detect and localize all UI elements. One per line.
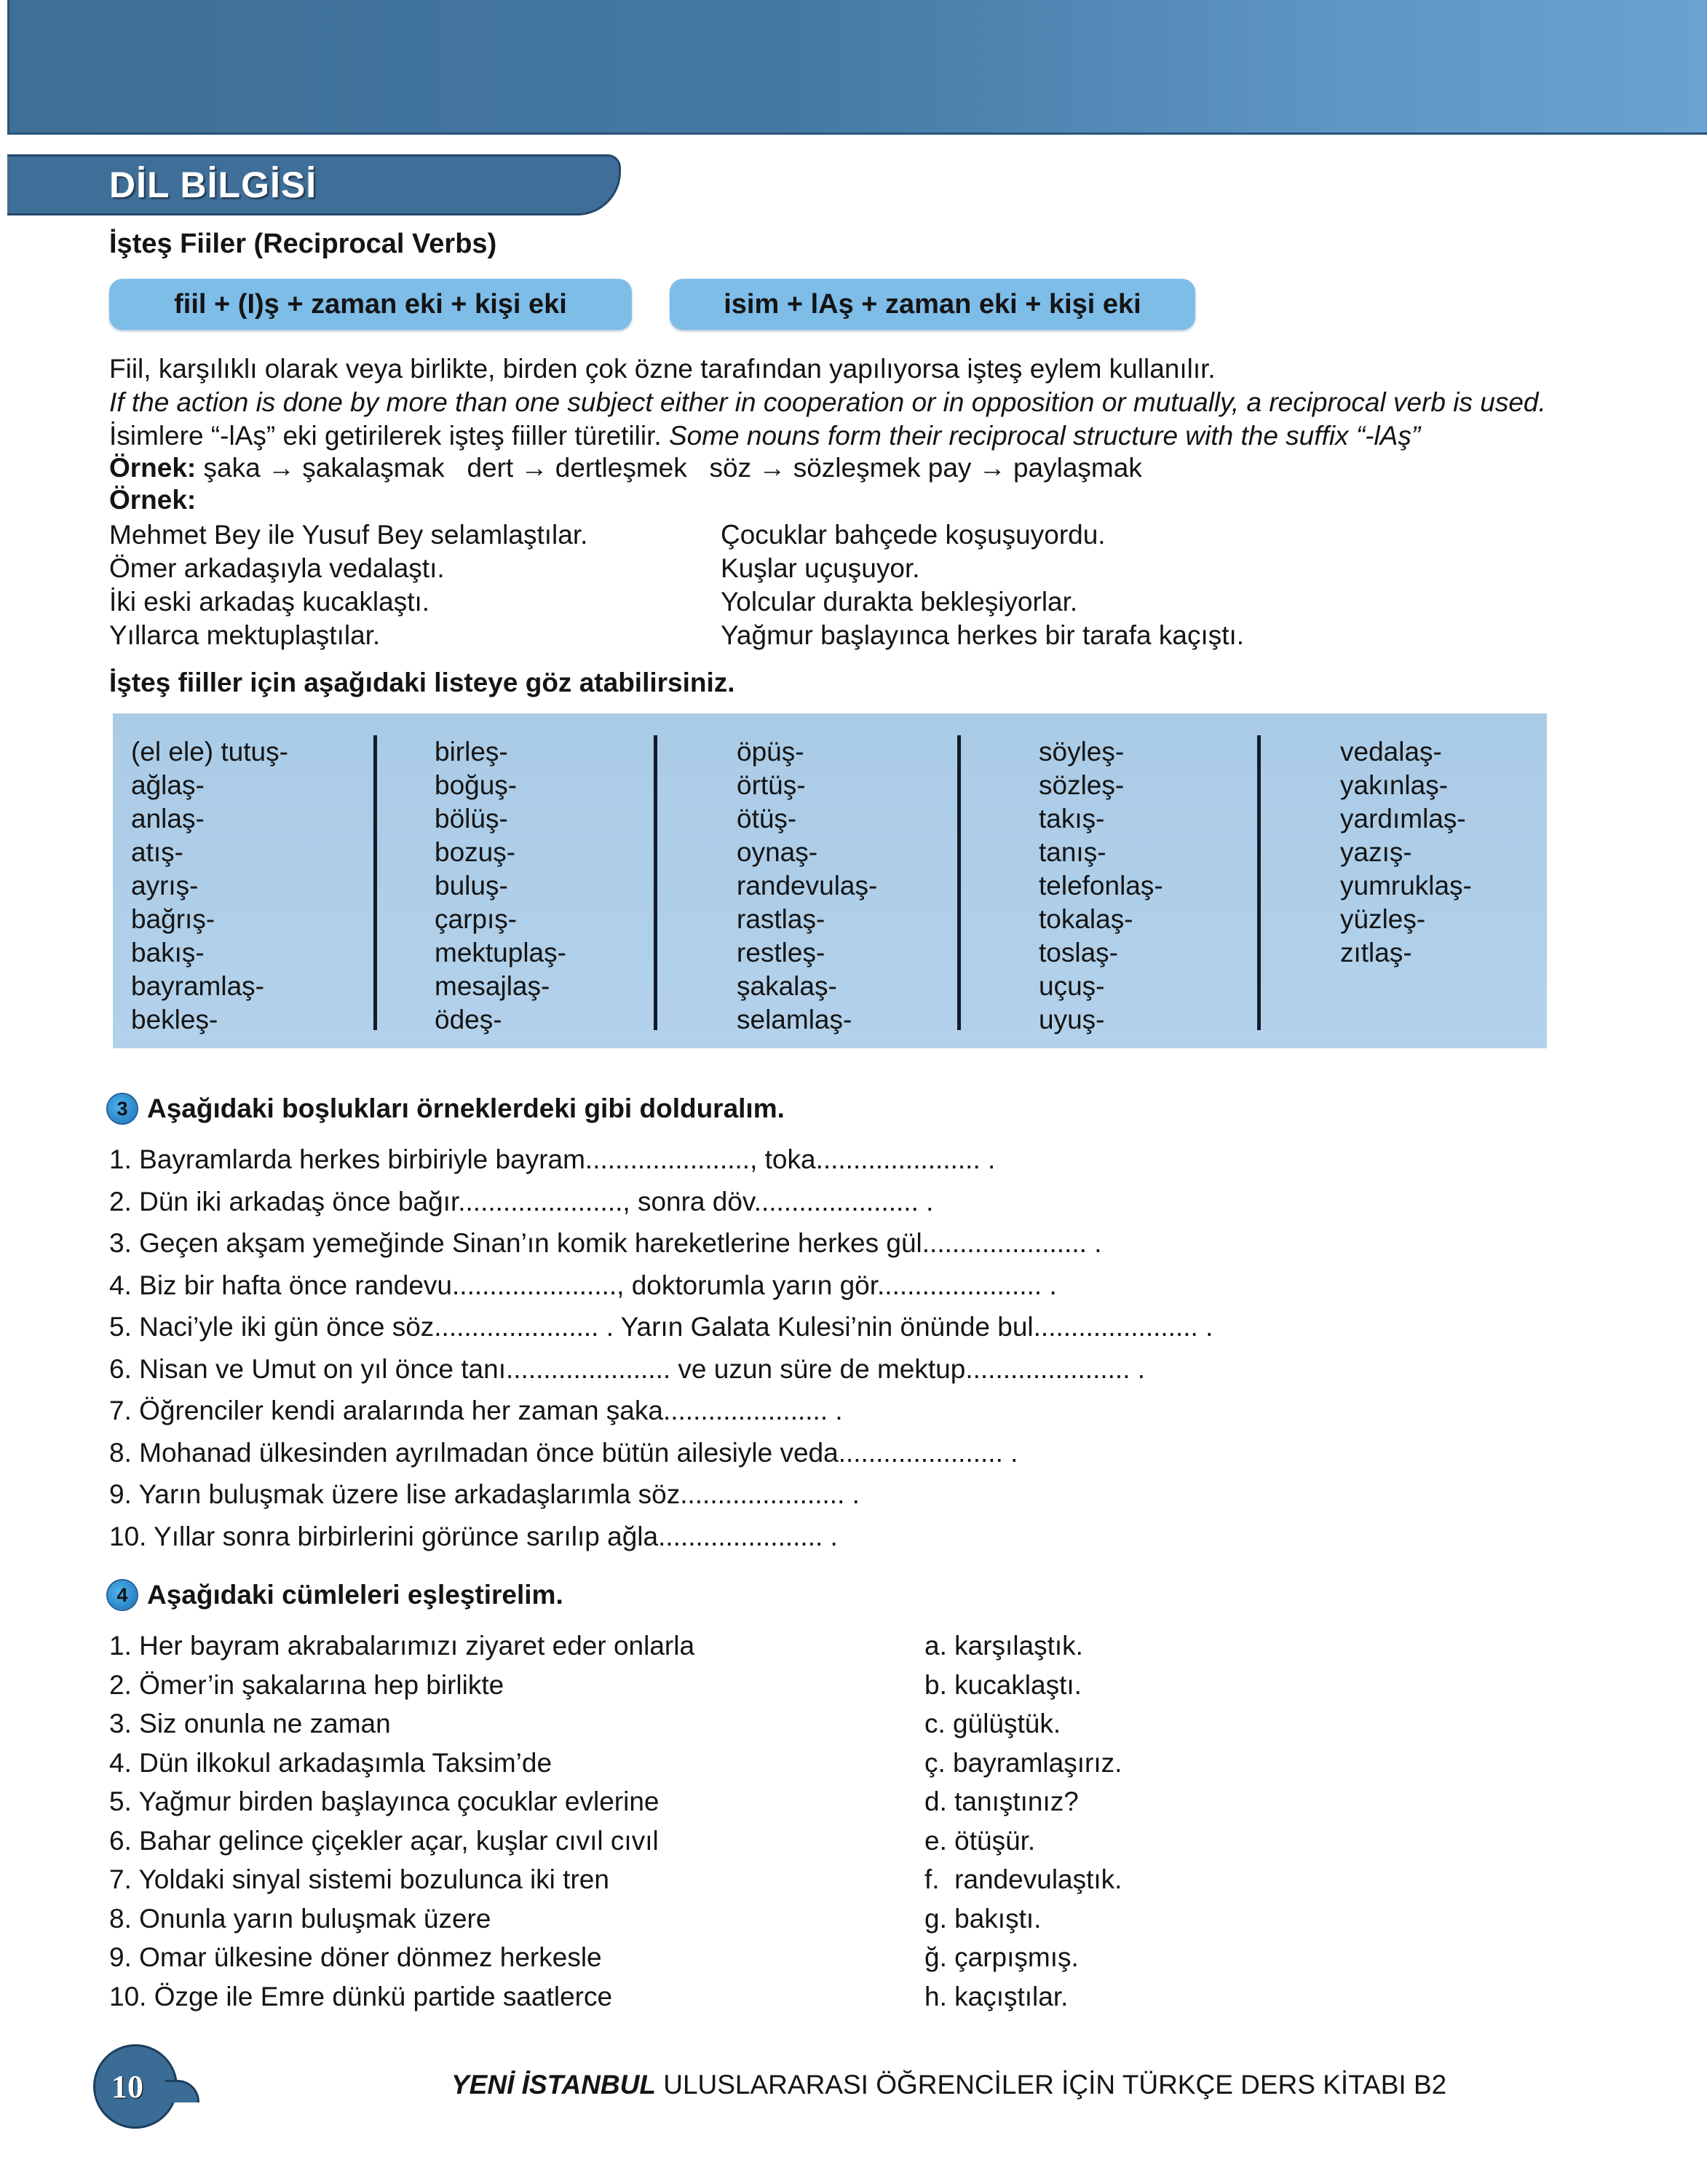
verb-column-3 [737,735,877,1037]
verb-item: birleş- [435,737,508,767]
verb-item: telefonlaş- [1039,871,1163,901]
verb-column-1 [131,735,288,1037]
explanation-tr: Fiil, karşılıklı olarak veya birlikte, birden çok özne tarafından yapılıyorsa işteş eylem kullanılır. [109,354,1216,384]
example-sentence: Yağmur başlayınca herkes bir tarafa kaçıştı. [721,620,1245,650]
verb-item: bayramlaş- [131,971,264,1001]
verb-item: anlaş- [131,804,205,834]
fill-blank-item: 7. Öğrenciler kendi aralarında her zaman şaka...................... . [109,1396,843,1425]
match-option: a. karşılaştık. [924,1631,1083,1661]
verb-item: boğuş- [435,770,518,800]
verb-item: ayrış- [131,871,199,901]
footer-title-rest: ULUSLARARASI ÖĞRENCİLER İÇİN TÜRKÇE DERS KİTABI B2 [655,2070,1447,2100]
verb-item: yazış- [1340,837,1412,867]
match-sentence: 4. Dün ilkokul arkadaşımla Taksim’de [109,1747,553,1778]
verb-item: yumruklaş- [1340,871,1472,901]
match-sentence: 5. Yağmur birden başlayınca çocuklar evlerine [109,1787,660,1816]
verb-column-2 [435,735,566,1037]
match-sentence: 6. Bahar gelince çiçekler açar, kuşlar cıvıl cıvıl [109,1825,659,1856]
verb-item: rastlaş- [737,904,825,934]
verb-item: bekleş- [131,1005,218,1034]
verb-item: yakınlaş- [1340,770,1449,800]
formula-verb-text: fiil + (I)ş + zaman eki + kişi eki [174,288,567,320]
match-option: e. ötüşür. [924,1825,1036,1856]
verb-item: yardımlaş- [1340,804,1466,834]
verb-list-box [113,713,1547,1048]
verb-item: toslaş- [1039,938,1118,968]
example-sentence: Kuşlar uçuşuyor. [721,553,920,583]
verb-item: ağlaş- [131,770,205,800]
column-divider [373,735,377,1030]
verb-item: vedalaş- [1340,737,1442,767]
fill-blank-item: 9. Yarın buluşmak üzere lise arkadaşlarımla söz...................... . [109,1479,860,1509]
verb-item: oynaş- [737,837,818,867]
fill-blank-item: 2. Dün iki arkadaş önce bağır......................, sonra döv...................... . [109,1186,934,1216]
example-sentence: Çocuklar bahçede koşuşuyordu. [721,520,1106,550]
fill-blank-item: 1. Bayramlarda herkes birbiriyle bayram......................, toka...................... . [109,1144,996,1174]
verb-item: yüzleş- [1340,904,1426,934]
page-number: 10 [111,2069,143,2105]
column-divider [1257,735,1261,1030]
example-sentence: Ömer arkadaşıyla vedalaştı. [109,553,445,583]
match-option: ç. bayramlaşırız. [924,1747,1122,1778]
verb-item: bağrış- [131,904,215,934]
example-label: Örnek: [109,453,197,483]
match-sentence: 7. Yoldaki sinyal sistemi bozulunca iki tren [109,1864,609,1894]
column-divider [957,735,961,1030]
match-sentence: 10. Özge ile Emre dünkü partide saatlerce [109,1981,613,2011]
verb-item: çarpış- [435,904,518,934]
verb-item: ödeş- [435,1005,502,1034]
suffix-tr: İsimlere “-lAş” eki getirilerek işteş fiiller türetilir. [109,421,662,451]
footer-book-title [451,2070,1446,2100]
example-words: şaka → şakalaşmak dert → dertleşmek söz → sözleşmek pay → paylaşmak [203,453,1142,483]
match-option: b. kucaklaştı. [924,1669,1082,1700]
verb-item: restleş- [737,938,825,968]
verb-item: uçuş- [1039,971,1105,1001]
verb-item: şakalaş- [737,971,837,1001]
match-sentence: 2. Ömer’in şakalarına hep birlikte [109,1669,504,1700]
example-line [109,451,1142,485]
list-intro: İşteş fiiller için aşağıdaki listeye göz atabilirsiniz. [109,668,735,697]
verb-item: bölüş- [435,804,508,834]
footer-title-bold: YENİ İSTANBUL [451,2070,656,2100]
suffix-line [109,419,1420,453]
verb-column-5 [1340,735,1472,970]
fill-blank-item: 8. Mohanad ülkesinden ayrılmadan önce bütün ailesiyle veda...................... . [109,1437,1018,1468]
match-option: d. tanıştınız? [924,1787,1079,1816]
verb-item: ötüş- [737,804,797,834]
exercise-4-heading [108,1580,563,1610]
match-sentence: 9. Omar ülkesine döner dönmez herkesle [109,1942,602,1972]
match-option: g. bakıştı. [924,1903,1042,1934]
match-option: ğ. çarpışmış. [924,1942,1079,1972]
exercise-number-badge: 4 [108,1580,137,1610]
example-label-2: Örnek: [109,485,197,515]
verb-item: zıtlaş- [1340,938,1412,968]
section-tab [7,154,621,215]
example-sentence: İki eski arkadaş kucaklaştı. [109,587,430,617]
top-decorative-band [7,0,1707,135]
exercise-4-title: Aşağıdaki cümleleri eşleştirelim. [147,1580,563,1610]
verb-item: randevulaş- [737,871,878,901]
fill-blank-item: 6. Nisan ve Umut on yıl önce tanı...................... ve uzun süre de mektup...................... . [109,1353,1146,1384]
page-heading: İşteş Fiiler (Reciprocal Verbs) [109,229,497,259]
formula-noun-text: isim + lAş + zaman eki + kişi eki [724,288,1141,320]
match-option: h. kaçıştılar. [924,1981,1069,2011]
verb-item: (el ele) tutuş- [131,737,288,767]
formula-box-verb [109,279,632,330]
verb-item: selamlaş- [737,1005,852,1034]
page-number-badge [93,2044,178,2129]
column-divider [654,735,657,1030]
verb-item: bakış- [131,938,205,968]
verb-item: atış- [131,837,183,867]
exercise-3-heading [108,1093,785,1124]
verb-item: örtüş- [737,770,806,800]
verb-item: bozuş- [435,837,516,867]
suffix-en: Some nouns form their reciprocal structure with the suffix “-lAş” [668,421,1421,451]
examples-left [109,518,587,652]
match-sentence: 3. Siz onunla ne zaman [109,1709,391,1738]
verb-item: takış- [1039,804,1105,834]
fill-blank-item: 5. Naci’yle iki gün önce söz...................... . Yarın Galata Kulesi’nin önünde bul...................... . [109,1312,1213,1342]
verb-item: mektuplaş- [435,938,566,968]
exercise-3-title: Aşağıdaki boşlukları örneklerdeki gibi dolduralım. [147,1093,785,1123]
verb-item: buluş- [435,871,508,901]
match-sentence: 8. Onunla yarın buluşmak üzere [109,1903,491,1934]
fill-blank-item: 4. Biz bir hafta önce randevu......................, doktorumla yarın gör...................... . [109,1270,1057,1300]
verb-item: mesajlaş- [435,971,550,1001]
verb-column-4 [1039,735,1163,1037]
examples-right [721,518,1244,652]
fill-blank-item: 10. Yıllar sonra birbirlerini görünce sarılıp ağla...................... . [109,1521,838,1551]
fill-blank-item: 3. Geçen akşam yemeğinde Sinan’ın komik hareketlerine herkes gül...................... . [109,1228,1102,1258]
example-sentence: Yıllarca mektuplaştılar. [109,620,381,650]
match-sentence: 1. Her bayram akrabalarımızı ziyaret eder onlarla [109,1631,695,1661]
verb-item: söyleş- [1039,737,1125,767]
match-option: f. randevulaştık. [924,1864,1122,1894]
example-sentence: Mehmet Bey ile Yusuf Bey selamlaştılar. [109,520,588,550]
verb-item: tanış- [1039,837,1106,867]
verb-item: öpüş- [737,737,804,767]
verb-item: sözleş- [1039,770,1125,800]
formula-box-noun [670,279,1195,330]
verb-item: tokalaş- [1039,904,1133,934]
verb-item: uyuş- [1039,1005,1105,1034]
exercise-number-badge: 3 [108,1094,137,1123]
match-option: c. gülüştük. [924,1709,1061,1738]
example-sentence: Yolcular durakta bekleşiyorlar. [721,587,1078,617]
explanation-en: If the action is done by more than one subject either in cooperation or in opposition or mutually, a reciprocal verb is used. [109,387,1546,417]
section-title: DİL BİLGİSİ [109,165,317,205]
